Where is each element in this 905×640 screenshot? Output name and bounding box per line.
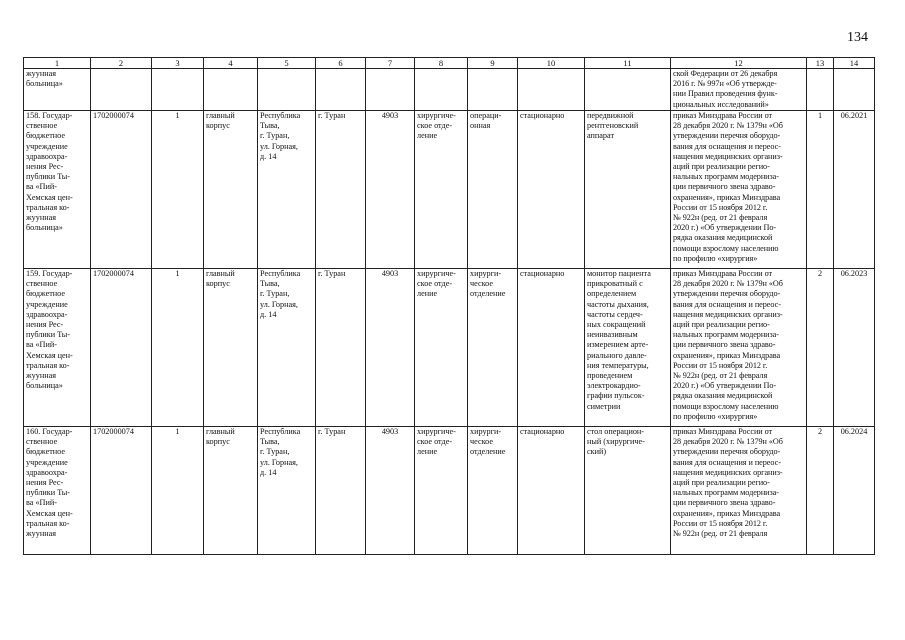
care-type-cell: стационарно bbox=[518, 427, 585, 555]
quantity-cell bbox=[807, 69, 834, 111]
organization-cell: жуунная больница» bbox=[24, 69, 91, 111]
date-cell: 06.2021 bbox=[834, 111, 875, 269]
inn-cell: 1702000074 bbox=[91, 111, 152, 269]
organization-cell: 158. Государ- ственное бюджетное учреждение здравоохра- нения Рес- публики Ты- ва «Пий- Хемская цен- тральная ко- жуунная больница» bbox=[24, 111, 91, 269]
inn-cell: 1702000074 bbox=[91, 269, 152, 427]
table-row bbox=[24, 269, 875, 427]
department-cell: хирургиче- ское отде- ление bbox=[415, 111, 468, 269]
column-number: 6 bbox=[316, 58, 366, 69]
column-number-row bbox=[24, 58, 875, 69]
unit-cell: хирурги- ческое отделение bbox=[468, 427, 518, 555]
table-row bbox=[24, 69, 875, 111]
equipment-cell: монитор пациента прикроватный с определением частоты дыхания, частоты сердеч- ных сокращений неинвазивным измерением арте- риального давле- ния температуры, проведением электрокардио- графии пульсок- симетрии bbox=[585, 269, 671, 427]
unit-cell: операци- онная bbox=[468, 111, 518, 269]
column-number: 10 bbox=[518, 58, 585, 69]
population-cell bbox=[366, 69, 415, 111]
unit-cell: хирурги- ческое отделение bbox=[468, 269, 518, 427]
building-count-cell bbox=[152, 69, 204, 111]
department-cell bbox=[415, 69, 468, 111]
regulation-cell: ской Федерации от 26 декабря 2016 г. № 997н «Об утвержде- нии Правил проведения функ- циональных исследований» bbox=[671, 69, 807, 111]
equipment-cell bbox=[585, 69, 671, 111]
column-number: 13 bbox=[807, 58, 834, 69]
settlement-cell: г. Туран bbox=[316, 111, 366, 269]
regulation-cell: приказ Минздрава России от 28 декабря 2020 г. № 1379н «Об утверждении перечня оборудо- вания для оснащения и переос- нащения медицинских организ- аций при реализации регио- нальных программ модерниза- ции первичного звена здраво- охранения», приказ Минздрава России от 15 ноября 2012 г. № 922н (ред. от 21 февраля bbox=[671, 427, 807, 555]
unit-cell bbox=[468, 69, 518, 111]
column-number: 5 bbox=[258, 58, 316, 69]
building-cell bbox=[204, 69, 258, 111]
address-cell: Республика Тыва, г. Туран, ул. Горная, д. 14 bbox=[258, 269, 316, 427]
care-type-cell: стационарно bbox=[518, 269, 585, 427]
quantity-cell: 1 bbox=[807, 111, 834, 269]
population-cell: 4903 bbox=[366, 269, 415, 427]
column-number: 2 bbox=[91, 58, 152, 69]
table-row bbox=[24, 111, 875, 269]
date-cell bbox=[834, 69, 875, 111]
organization-cell: 160. Государ- ственное бюджетное учреждение здравоохра- нения Рес- публики Ты- ва «Пий- Хемская цен- тральная ко- жуунная bbox=[24, 427, 91, 555]
care-type-cell: стационарно bbox=[518, 111, 585, 269]
column-number: 3 bbox=[152, 58, 204, 69]
organization-cell: 159. Государ- ственное бюджетное учреждение здравоохра- нения Рес- публики Ты- ва «Пий- Хемская цен- тральная ко- жуунная больница» bbox=[24, 269, 91, 427]
building-count-cell: 1 bbox=[152, 111, 204, 269]
settlement-cell bbox=[316, 69, 366, 111]
building-cell: главный корпус bbox=[204, 427, 258, 555]
equipment-cell: стол операцион- ный (хирургиче- ский) bbox=[585, 427, 671, 555]
column-number: 14 bbox=[834, 58, 875, 69]
regulation-cell: приказ Минздрава России от 28 декабря 2020 г. № 1379н «Об утверждении перечня оборудо- вания для оснащения и переос- нащения медицинских организ- аций при реализации регио- нальных программ модерниза- ции первичного звена здраво- охранения», приказ Минздрава России от 15 ноября 2012 г. № 922н (ред. от 21 февраля 2020 г.) «Об утверждении По- рядка оказания медицинской помощи взрослому населению по профилю «хирургия» bbox=[671, 269, 807, 427]
department-cell: хирургиче- ское отде- ление bbox=[415, 269, 468, 427]
settlement-cell: г. Туран bbox=[316, 427, 366, 555]
column-number: 4 bbox=[204, 58, 258, 69]
quantity-cell: 2 bbox=[807, 269, 834, 427]
equipment-table bbox=[23, 57, 875, 555]
address-cell: Республика Тыва, г. Туран, ул. Горная, д. 14 bbox=[258, 427, 316, 555]
building-cell: главный корпус bbox=[204, 269, 258, 427]
population-cell: 4903 bbox=[366, 427, 415, 555]
building-cell: главный корпус bbox=[204, 111, 258, 269]
column-number: 9 bbox=[468, 58, 518, 69]
building-count-cell: 1 bbox=[152, 269, 204, 427]
care-type-cell bbox=[518, 69, 585, 111]
regulation-cell: приказ Минздрава России от 28 декабря 2020 г. № 1379н «Об утверждении перечня оборудо- вания для оснащения и переос- нащения медицинских организ- аций при реализации регио- нальных программ модерниза- ции первичного звена здраво- охранения», приказ Минздрава России от 15 ноября 2012 г. № 922н (ред. от 21 февраля 2020 г.) «Об утверждении По- рядка оказания медицинской помощи взрослому населению по профилю «хирургия» bbox=[671, 111, 807, 269]
column-number: 8 bbox=[415, 58, 468, 69]
column-number: 12 bbox=[671, 58, 807, 69]
inn-cell bbox=[91, 69, 152, 111]
address-cell bbox=[258, 69, 316, 111]
date-cell: 06.2023 bbox=[834, 269, 875, 427]
date-cell: 06.2024 bbox=[834, 427, 875, 555]
page-number: 134 bbox=[847, 30, 868, 45]
settlement-cell: г. Туран bbox=[316, 269, 366, 427]
table-row bbox=[24, 427, 875, 555]
inn-cell: 1702000074 bbox=[91, 427, 152, 555]
column-number: 1 bbox=[24, 58, 91, 69]
population-cell: 4903 bbox=[366, 111, 415, 269]
address-cell: Республика Тыва, г. Туран, ул. Горная, д. 14 bbox=[258, 111, 316, 269]
department-cell: хирургиче- ское отде- ление bbox=[415, 427, 468, 555]
column-number: 11 bbox=[585, 58, 671, 69]
column-number: 7 bbox=[366, 58, 415, 69]
quantity-cell: 2 bbox=[807, 427, 834, 555]
building-count-cell: 1 bbox=[152, 427, 204, 555]
equipment-cell: передвижной рентгеновский аппарат bbox=[585, 111, 671, 269]
